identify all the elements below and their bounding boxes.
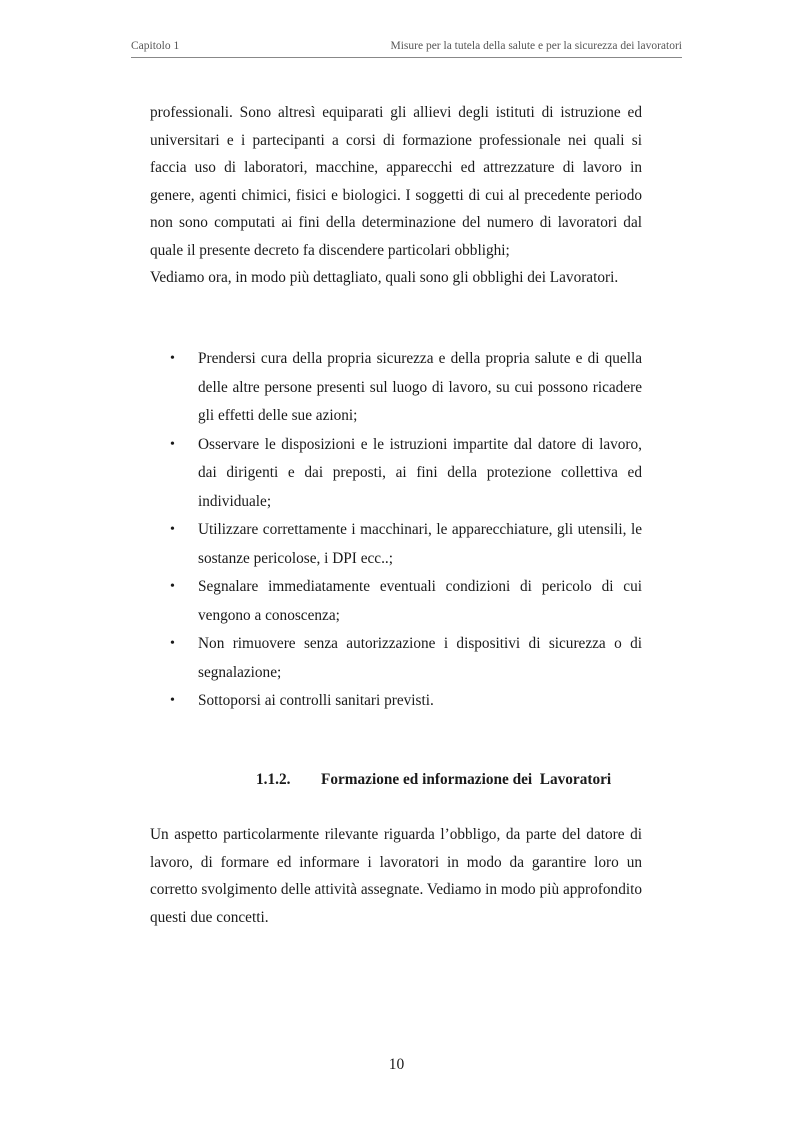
body-paragraph-1b-text: Vediamo ora, in modo più dettagliato, quali sono gli obblighi dei Lavoratori.	[150, 269, 619, 286]
section-heading	[256, 771, 676, 789]
header-title: Misure per la tutela della salute e per la sicurezza dei lavoratori	[390, 40, 682, 52]
list-item-text: Segnalare immediatamente eventuali condizioni di pericolo di cui vengono a conoscenza;	[198, 578, 642, 624]
list-item	[150, 431, 642, 517]
obligations-list	[150, 345, 642, 716]
list-item	[150, 345, 642, 431]
list-item-text: Non rimuovere senza autorizzazione i dispositivi di sicurezza o di segnalazione;	[198, 635, 642, 681]
bullet-icon: •	[170, 522, 175, 537]
list-item	[150, 516, 642, 573]
list-item-text: Utilizzare correttamente i macchinari, le apparecchiature, gli utensili, le sostanze pericolose, i DPI ecc..;	[198, 521, 642, 567]
list-item-text: Osservare le disposizioni e le istruzioni impartite dal datore di lavoro, dai dirigenti e dai preposti, ai fini della protezione collettiva ed individuale;	[198, 435, 642, 510]
list-item	[150, 687, 642, 716]
body-paragraph-2: Un aspetto particolarmente rilevante riguarda l’obbligo, da parte del datore di lavoro, di formare ed informare i lavoratori in modo da garantire loro un corretto svolgimento delle attività assegnate. Vediamo in modo più approfondito questi due concetti.	[150, 826, 642, 926]
section-title: Formazione ed informazione dei Lavoratori	[321, 771, 612, 788]
list-item-text: Prendersi cura della propria sicurezza e della propria salute e di quella delle altre persone presenti sul luogo di lavoro, su cui possono ricadere gli effetti delle sue azioni;	[198, 350, 642, 424]
bullet-icon: •	[170, 693, 175, 708]
body-paragraph-1	[150, 99, 642, 292]
list-item	[150, 630, 642, 687]
bullet-icon: •	[170, 351, 175, 366]
header-rule	[131, 57, 682, 58]
page-number: 10	[388, 1056, 405, 1073]
bullet-icon: •	[170, 579, 175, 594]
list-item	[150, 573, 642, 630]
header-chapter: Capitolo 1	[131, 40, 180, 52]
bullet-icon: •	[170, 436, 175, 452]
bullet-icon: •	[170, 636, 175, 651]
list-item-text: Sottoporsi ai controlli sanitari previsti.	[198, 692, 434, 709]
body-paragraph-1-text: professionali. Sono altresì equiparati gli allievi degli istituti di istruzione ed universitari e i partecipanti a corsi di formazione professionale nei quali si faccia uso di laboratori, macchine, apparecchi ed attrezzature di lavoro in genere, agenti chimici, fisici e biologici. I soggetti di cui al precedente periodo non sono computati ai fini della determinazione del numero di lavoratori dal quale il presente decreto fa discendere particolari obblighi;	[150, 104, 642, 259]
section-number: 1.1.2.	[256, 771, 291, 788]
